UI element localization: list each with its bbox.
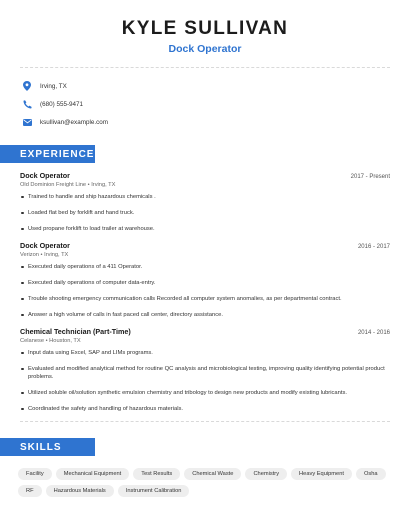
job-bullet: Coordinated the safety and handling of hazardous materials. <box>20 405 390 413</box>
job-role: Dock Operator <box>20 171 70 180</box>
job-dates: 2016 - 2017 <box>357 244 390 250</box>
job-bullet: Utilized soluble oil/solution synthetic emulsion chemistry and tribology to design new products and modify existing lubricants. <box>20 389 390 397</box>
job-bullet: Loaded flat bed by forklift and hand truck. <box>20 209 390 217</box>
skills-heading: SKILLS <box>0 438 95 456</box>
contact-phone-text: (680) 555-9471 <box>40 100 84 108</box>
contact-phone <box>22 95 410 113</box>
skill-chip: Facility <box>18 468 52 480</box>
job-entry <box>20 171 390 233</box>
contact-list <box>0 68 410 131</box>
job-company: Celanese • Houston, TX <box>20 338 81 344</box>
job-title: Dock Operator <box>168 43 242 55</box>
phone-icon <box>22 99 32 109</box>
experience-section <box>0 171 410 413</box>
job-bullet: Used propane forklift to load trailer at warehouse. <box>20 225 390 233</box>
location-pin-icon <box>22 81 32 91</box>
job-dates: 2014 - 2016 <box>357 330 390 336</box>
contact-location <box>22 77 410 95</box>
email-icon <box>22 117 32 127</box>
job-entry <box>20 327 390 413</box>
job-bullet: Input data using Excel, SAP and LIMs programs. <box>20 349 390 357</box>
job-bullet: Answer a high volume of calls in fast paced call center, directory assistance. <box>20 311 390 319</box>
contact-location-text: Irving, TX <box>40 82 67 90</box>
job-bullet: Evaluated and modified analytical method for routine QC analysis and microbiological testing, improving quality identifying potential product problems. <box>20 365 390 381</box>
job-company: Old Dominion Freight Line • Irving, TX <box>20 182 116 188</box>
skill-chip: Mechanical Equipment <box>56 468 130 480</box>
job-bullet: Executed daily operations of computer data-entry. <box>20 279 390 287</box>
skill-chip: Hazardous Materials <box>46 485 114 497</box>
job-entry <box>20 241 390 319</box>
job-bullet: Trained to handle and ship hazardous chemicals . <box>20 193 390 201</box>
job-bullet: Trouble shooting emergency communication calls Recorded all computer system anomalies, as per departmental contract. <box>20 295 390 303</box>
skill-chip: Instrument Calibration <box>118 485 190 497</box>
skills-list <box>0 456 410 502</box>
skill-chip: Chemical Waste <box>184 468 241 480</box>
contact-email-text[interactable]: ksullivan@example.com <box>40 118 108 126</box>
experience-heading: EXPERIENCE <box>0 145 95 163</box>
resume-header <box>0 0 410 55</box>
job-bullet: Executed daily operations of a 411 Operator. <box>20 263 390 271</box>
contact-email[interactable] <box>22 113 410 131</box>
candidate-name: KYLE SULLIVAN <box>121 18 289 39</box>
job-dates: 2017 - Present <box>350 174 390 180</box>
skill-chip: RF <box>18 485 42 497</box>
job-role: Chemical Technician (Part-Time) <box>20 327 131 336</box>
experience-divider <box>20 421 390 422</box>
skill-chip: Heavy Equipment <box>291 468 352 480</box>
skill-chip: Test Results <box>133 468 180 480</box>
job-company: Verizon • Irving, TX <box>20 252 69 258</box>
job-role: Dock Operator <box>20 241 70 250</box>
skill-chip: Chemistry <box>245 468 287 480</box>
skill-chip: Osha <box>356 468 386 480</box>
